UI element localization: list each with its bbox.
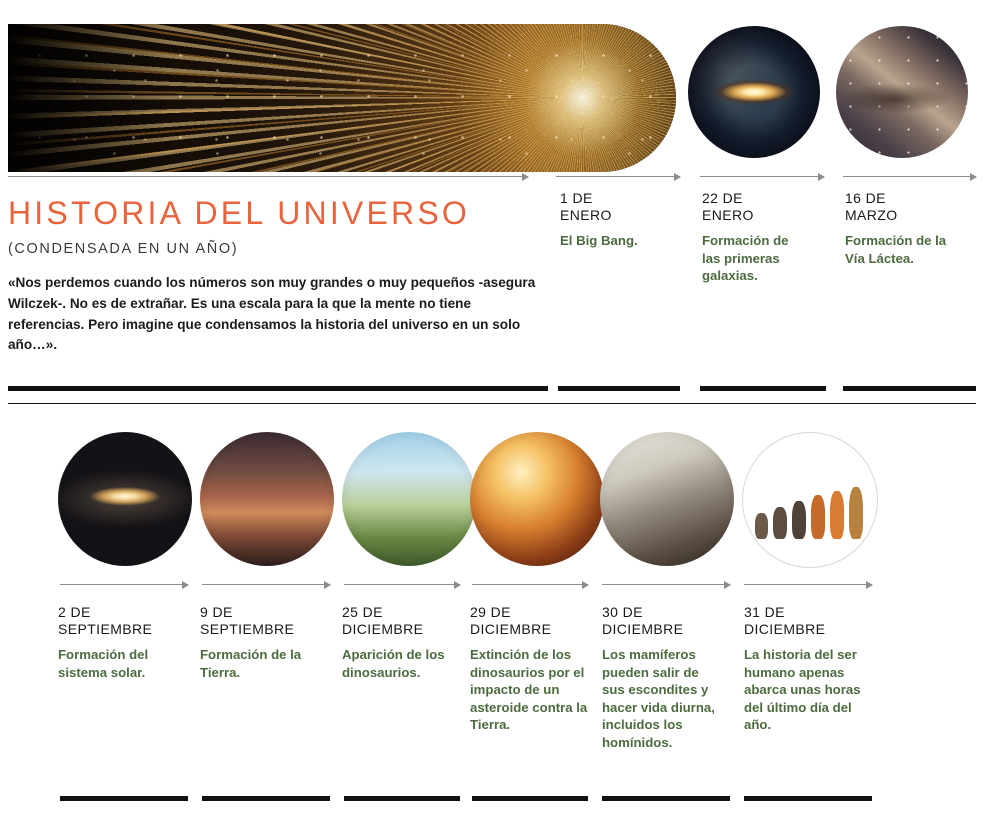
event-29-de-diciembre (470, 604, 588, 734)
evolution-figure-1 (755, 513, 768, 539)
event-date-line1: 9 DE (200, 604, 233, 620)
event-date (744, 604, 862, 638)
big-bang-image (8, 24, 676, 172)
bottom-arrow-4 (472, 584, 588, 585)
event-date-line2: MARZO (845, 207, 898, 224)
divider-segment-1 (8, 386, 548, 391)
event-16-de-marzo (845, 190, 955, 267)
event-date (342, 604, 460, 638)
event-date (702, 190, 806, 224)
page-title: HISTORIA DEL UNIVERSO (8, 195, 470, 231)
event-date-line2: SEPTIEMBRE (58, 621, 153, 638)
event-description: El Big Bang. (560, 233, 638, 249)
timeline-arrow-1 (8, 176, 528, 177)
earth-formation-vignette (200, 432, 334, 566)
bottom-divider-5 (602, 796, 730, 801)
evolution-figure-3 (792, 501, 806, 539)
divider-segment-4 (843, 386, 976, 391)
bottom-divider-3 (344, 796, 460, 801)
event-date-line2: DICIEMBRE (602, 621, 684, 638)
first-galaxies-image (688, 26, 820, 158)
event-date-line2: ENERO (560, 207, 612, 224)
event-date (845, 190, 955, 224)
event-date-line2: DICIEMBRE (470, 621, 552, 638)
event-date-line1: 31 DE (744, 604, 785, 620)
mammals-vignette (600, 432, 734, 566)
divider-hairline (8, 403, 976, 404)
asteroid-impact-vignette (470, 432, 604, 566)
event-description: Aparición de los dinosaurios. (342, 647, 445, 680)
bottom-arrow-3 (344, 584, 460, 585)
event-9-de-septiembre (200, 604, 318, 681)
big-bang-fade (8, 24, 168, 172)
event-date (470, 604, 588, 638)
event-description: Formación del sistema solar. (58, 647, 149, 680)
timeline-arrow-4 (843, 176, 976, 177)
event-date-line1: 2 DE (58, 604, 91, 620)
solar-system-vignette (58, 432, 192, 566)
evolution-figure-6 (849, 487, 863, 539)
divider-segment-2 (558, 386, 680, 391)
event-date (200, 604, 318, 638)
bottom-divider-2 (202, 796, 330, 801)
evolution-figure-5 (830, 491, 844, 539)
title-block (8, 196, 548, 356)
mammals-image (600, 432, 734, 566)
event-date-line1: 16 DE (845, 190, 886, 206)
evolution-figure-2 (773, 507, 787, 539)
bottom-divider-6 (744, 796, 872, 801)
bottom-arrow-5 (602, 584, 730, 585)
bottom-arrow-1 (60, 584, 188, 585)
event-date-line2: ENERO (702, 207, 754, 224)
event-date-line1: 22 DE (702, 190, 743, 206)
bottom-arrow-6 (744, 584, 872, 585)
event-description: Formación de la Vía Láctea. (845, 233, 947, 266)
event-description: La historia del ser humano apenas abarca unas horas del último día del año. (744, 647, 861, 733)
dinosaurs-vignette (342, 432, 476, 566)
event-description: Formación de las primeras galaxias. (702, 233, 789, 284)
event-date-line2: SEPTIEMBRE (200, 621, 295, 638)
event-date-line1: 1 DE (560, 190, 593, 206)
dinosaurs-image (342, 432, 476, 566)
intro-quote: «Nos perdemos cuando los números son muy grandes o muy pequeños -asegura Wilczek-. No es de extrañar. Es una escala para la que la mente no tiene referencias. Pero imagine que condensamos la historia del universo en un solo año…». (8, 275, 536, 353)
event-date (560, 190, 660, 224)
bottom-divider-1 (60, 796, 188, 801)
galaxy-vignette (688, 26, 820, 158)
evolution-figure-4 (811, 495, 825, 539)
bottom-divider-4 (472, 796, 588, 801)
event-description: Extinción de los dinosaurios por el impacto de un asteroide contra la Tierra. (470, 647, 588, 733)
milky-way-image (836, 26, 968, 158)
evolution-figures (753, 481, 867, 539)
top-image-row (0, 24, 984, 172)
asteroid-impact-image (470, 432, 604, 566)
event-date-line2: DICIEMBRE (342, 621, 424, 638)
solar-system-image (58, 432, 192, 566)
bottom-arrow-2 (202, 584, 330, 585)
event-25-de-diciembre (342, 604, 460, 681)
event-1-de-enero (560, 190, 660, 250)
timeline-arrow-3 (700, 176, 824, 177)
event-description: Los mamíferos pueden salir de sus escondites y hacer vida diurna, incluidos los homínidos. (602, 647, 715, 750)
event-31-de-diciembre (744, 604, 862, 734)
human-evolution-image (742, 432, 878, 568)
event-date-line1: 29 DE (470, 604, 511, 620)
event-date-line2: DICIEMBRE (744, 621, 826, 638)
event-date (602, 604, 720, 638)
milky-way-dust (836, 26, 968, 158)
event-date-line1: 25 DE (342, 604, 383, 620)
event-30-de-diciembre (602, 604, 720, 751)
event-date (58, 604, 176, 638)
event-2-de-septiembre (58, 604, 176, 681)
event-22-de-enero (702, 190, 806, 285)
event-description: Formación de la Tierra. (200, 647, 302, 680)
timeline-arrow-2 (556, 176, 680, 177)
event-date-line1: 30 DE (602, 604, 643, 620)
page-subtitle: (CONDENSADA EN UN AÑO) (8, 241, 239, 258)
divider-segment-3 (700, 386, 826, 391)
earth-formation-image (200, 432, 334, 566)
